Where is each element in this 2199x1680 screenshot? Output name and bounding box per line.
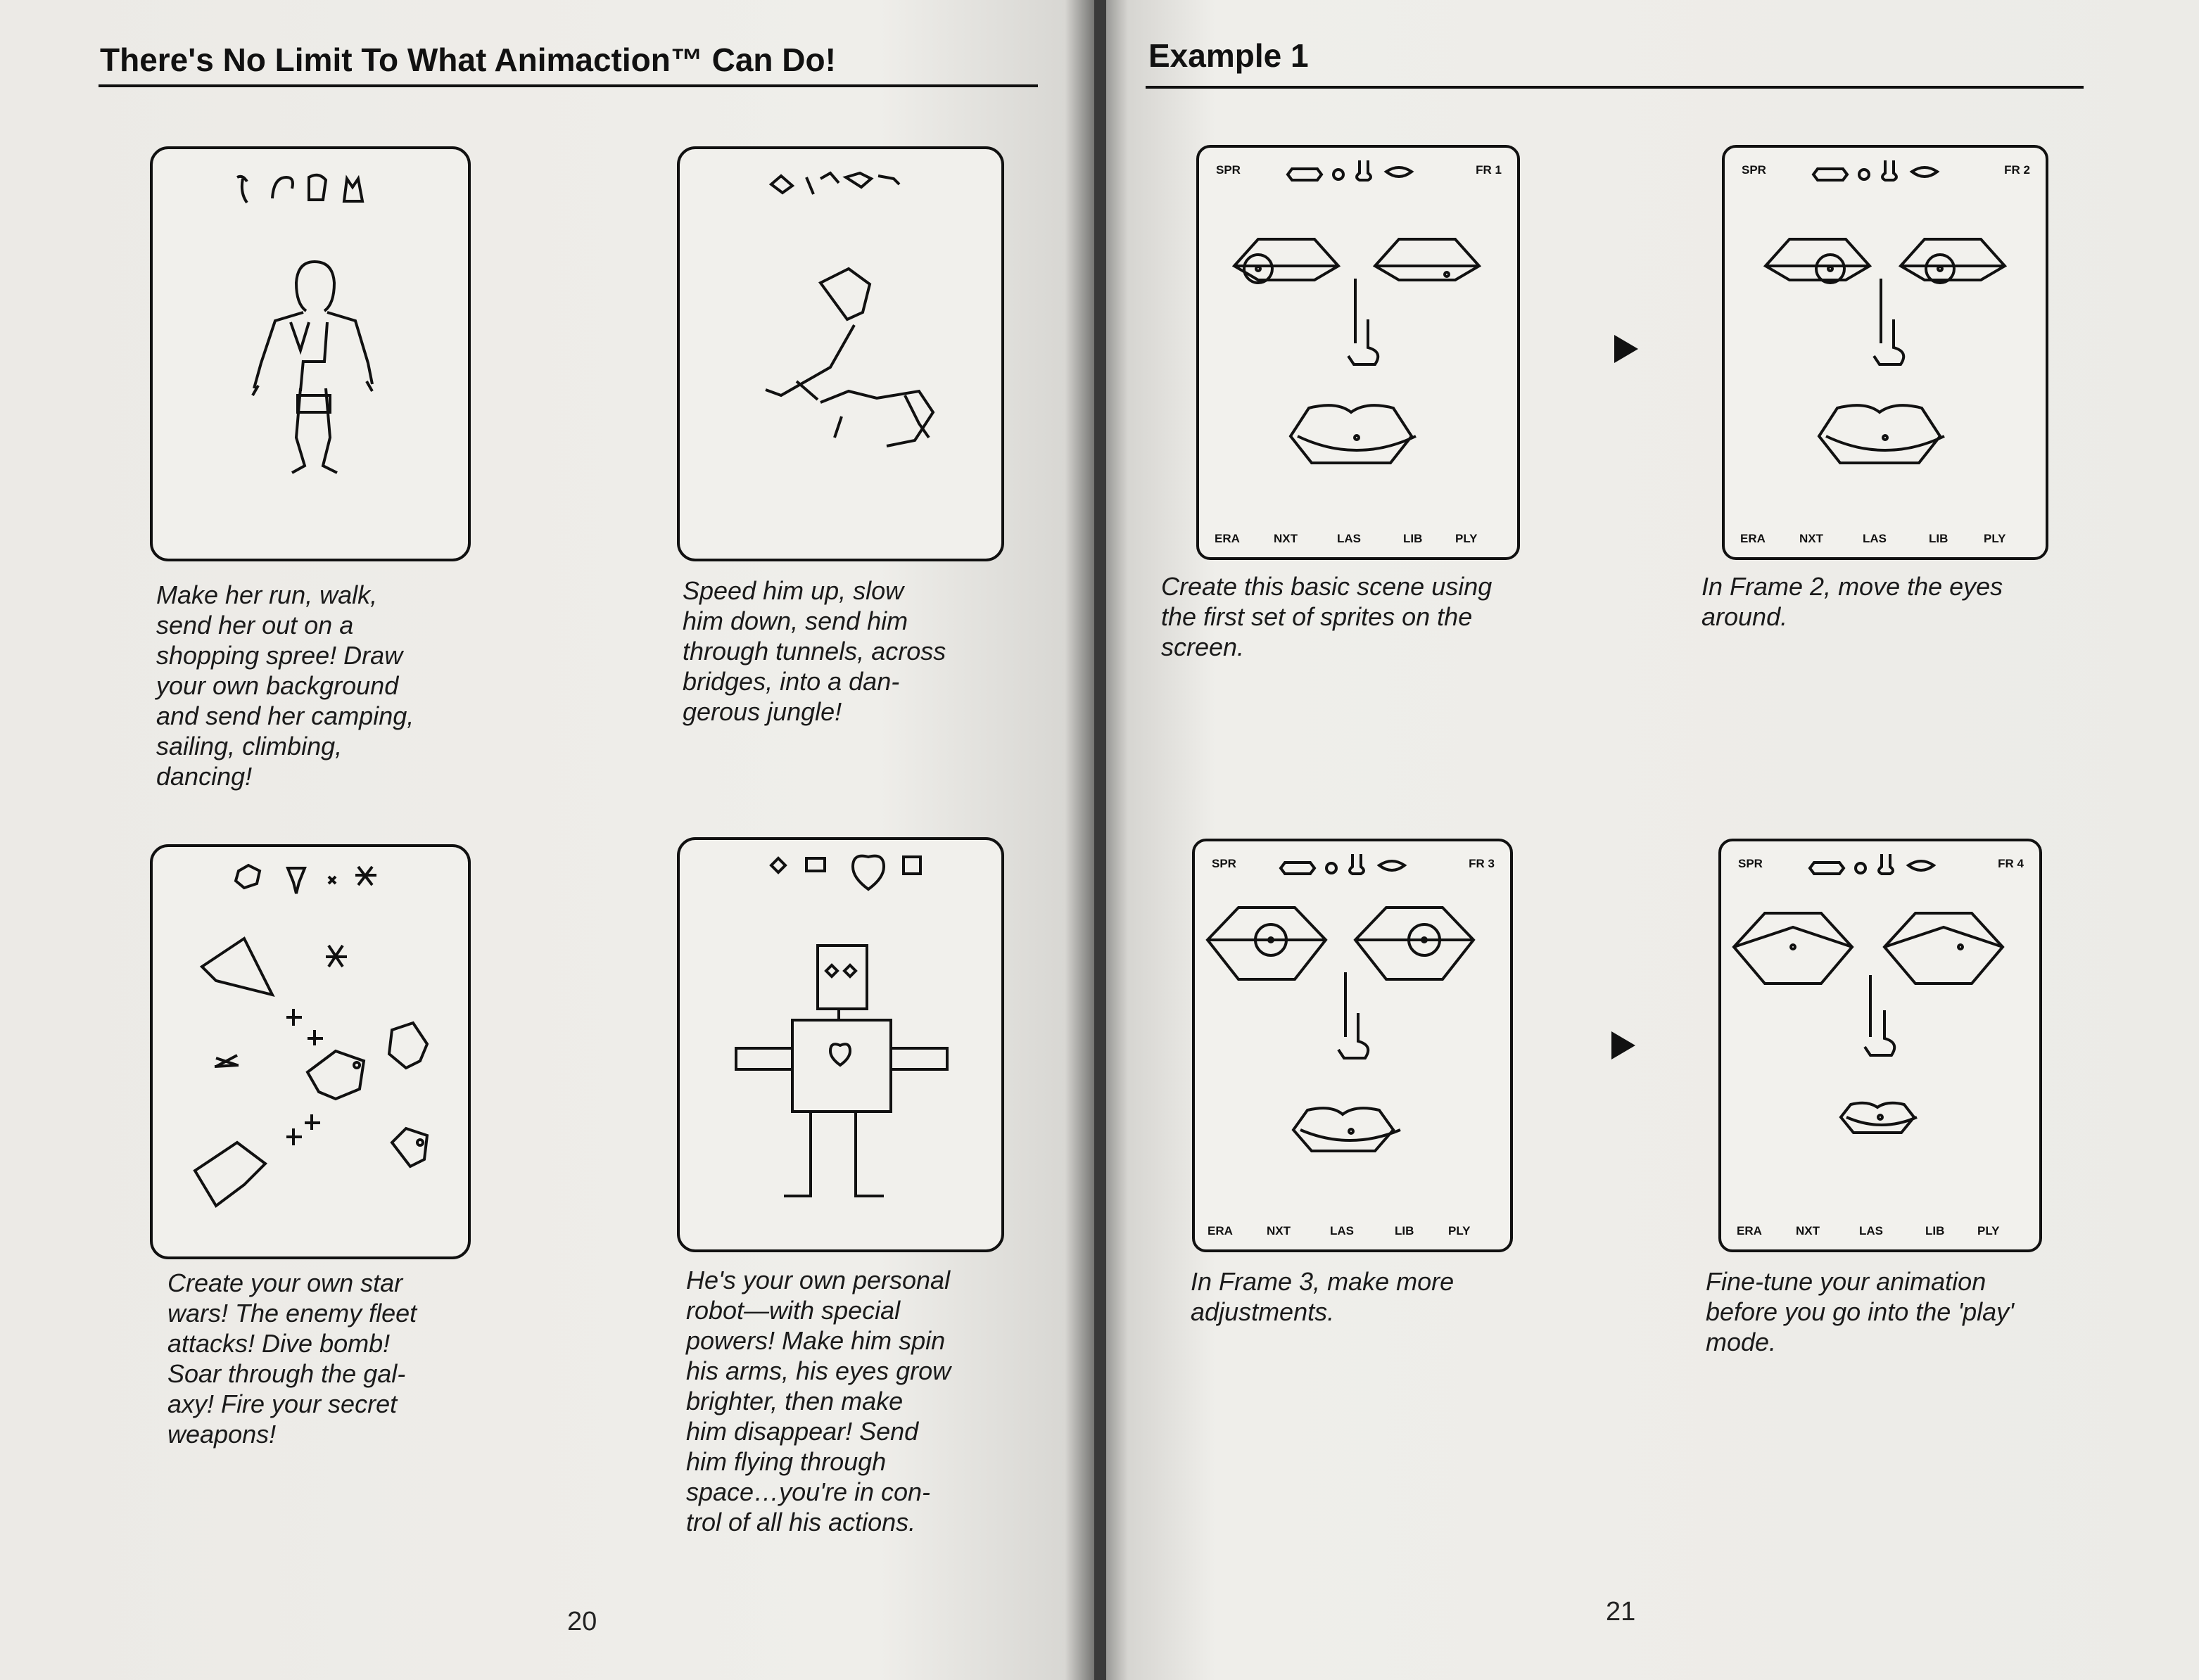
page-number-right: 21: [1606, 1597, 1636, 1627]
sequence-arrow-2: [1611, 1031, 1635, 1059]
next-label: NXT: [1799, 532, 1823, 545]
spr-label: SPR: [1742, 163, 1766, 177]
last-label: LAS: [1337, 532, 1361, 545]
library-label: LIB: [1925, 1224, 1945, 1237]
erase-label: ERA: [1740, 532, 1766, 545]
spr-label: SPR: [1738, 857, 1763, 870]
play-label: PLY: [1455, 532, 1478, 545]
face-drawing-4: [1721, 841, 2039, 1249]
next-label: NXT: [1267, 1224, 1291, 1237]
sequence-arrow-1: [1614, 335, 1638, 363]
caption-frame-1: Create this basic scene using the first set of sprites on the screen.: [1161, 572, 1493, 661]
screen-frame-3: [1192, 839, 1513, 1252]
robot-sprite-drawing: [680, 840, 1001, 1249]
library-label: LIB: [1403, 532, 1423, 545]
illustration-robot: [677, 837, 1004, 1252]
last-label: LAS: [1863, 532, 1887, 545]
erase-label: ERA: [1215, 532, 1240, 545]
spr-label: SPR: [1216, 163, 1241, 177]
right-page: [1106, 0, 2199, 1680]
heading-rule-right: [1146, 86, 2084, 89]
last-label: LAS: [1859, 1224, 1883, 1237]
erase-label: ERA: [1737, 1224, 1762, 1237]
caption-frame-3: In Frame 3, make more adjustments.: [1191, 1267, 1455, 1326]
face-drawing-1: [1199, 148, 1517, 557]
frame-label-2: FR 2: [2004, 163, 2030, 177]
screen-frame-1: [1196, 145, 1520, 560]
left-page: [0, 0, 1098, 1680]
illustration-ghost: [677, 146, 1004, 561]
caption-frame-4: Fine-tune your animation before you go into the 'play' mode.: [1706, 1267, 2015, 1356]
illustration-girl: [150, 146, 471, 561]
caption-ghost: Speed him up, slow him down, send him through tunnels, across bridges, into a dan- gerous jungle!: [683, 576, 946, 726]
erase-label: ERA: [1208, 1224, 1233, 1237]
frame-label-4: FR 4: [1998, 857, 2024, 870]
library-label: LIB: [1929, 532, 1948, 545]
play-label: PLY: [1977, 1224, 2000, 1237]
next-label: NXT: [1274, 532, 1298, 545]
ghost-sprite-drawing: [680, 149, 1001, 559]
frame-label-3: FR 3: [1469, 857, 1495, 870]
library-label: LIB: [1395, 1224, 1414, 1237]
frame-label-1: FR 1: [1476, 163, 1502, 177]
left-page-heading: There's No Limit To What Animaction™ Can Do!: [100, 42, 836, 78]
face-drawing-2: [1725, 148, 2046, 557]
caption-frame-2: In Frame 2, move the eyes around.: [1701, 572, 2003, 631]
illustration-space: [150, 844, 471, 1259]
next-label: NXT: [1796, 1224, 1820, 1237]
screen-frame-2: [1722, 145, 2048, 560]
play-label: PLY: [1984, 532, 2006, 545]
caption-robot: He's your own personal robot—with special powers! Make him spin his arms, his eyes grow brighter, then make him disappear! Send him flying through space…you're in con- trol of all his actions.: [686, 1266, 951, 1536]
face-drawing-3: [1195, 841, 1510, 1249]
last-label: LAS: [1330, 1224, 1354, 1237]
play-label: PLY: [1448, 1224, 1471, 1237]
right-page-heading: Example 1: [1148, 37, 1309, 74]
screen-frame-4: [1718, 839, 2042, 1252]
heading-rule: [99, 84, 1038, 87]
space-sprite-drawing: [153, 847, 468, 1256]
caption-space: Create your own star wars! The enemy fleet attacks! Dive bomb! Soar through the gal- axy! Fire your secret weapons!: [167, 1268, 417, 1449]
caption-girl: Make her run, walk, send her out on a shopping spree! Draw your own background and send her camping, sailing, climbing, dancing!: [156, 580, 414, 791]
girl-sprite-drawing: [153, 149, 468, 559]
spr-label: SPR: [1212, 857, 1236, 870]
page-number-left: 20: [567, 1607, 597, 1636]
